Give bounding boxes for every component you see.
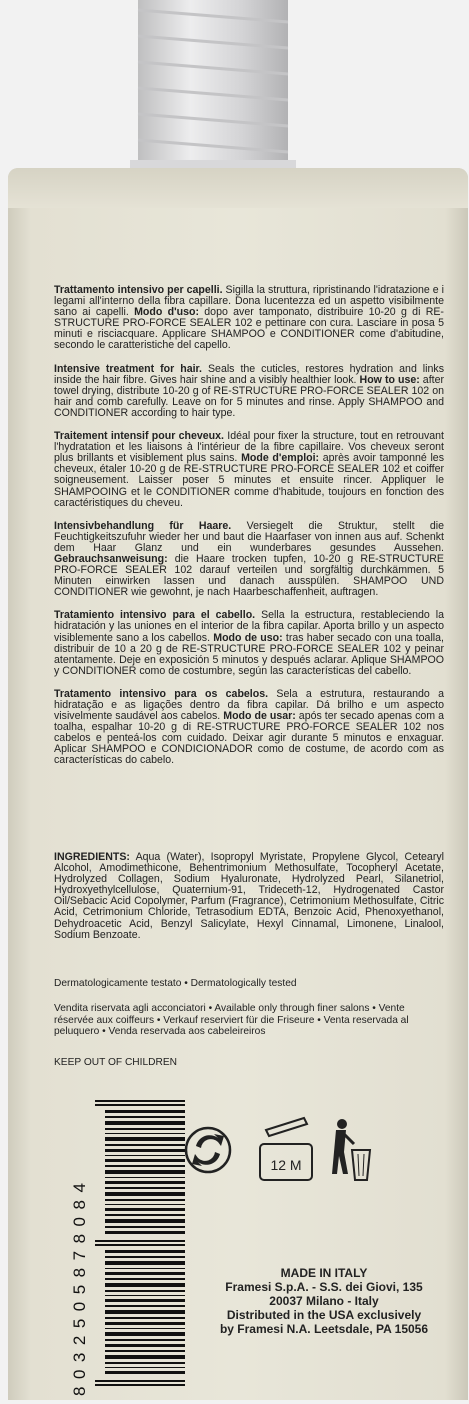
para-rest: após ter secado apenas com a toalha, espalhar 10-20 g di RE-STRUCTURE PRO-FORCE SEALER 102 nos cabelos e penteá-los com cuidado. Deixar agir durante 5 minutos e enxaguar. Aplicar SHAMPOO e CONDICIONADOR como de costume, de acordo com as características do cabelo. xyxy=(54,710,444,767)
para-body: Versiegelt die Struktur, stellt die Feuchtigkeitszufuhr wieder her und baut die Haarfaser von innen aus auf. Schenkt dem Haar Glanz und ein wunderbares gesundes Aussehen. xyxy=(54,519,444,554)
ingredients-block xyxy=(54,852,444,941)
para-body: Sella la estructura, restableciendo la hidratación y las uniones en el interior de la fibra capilar. Aporta brillo y un aspecto visiblemente sano a los cabellos. xyxy=(54,609,445,644)
paragraph-es xyxy=(54,610,444,677)
paragraph-it xyxy=(54,285,444,352)
recycle-icon xyxy=(186,1128,230,1172)
paragraph-en xyxy=(54,364,444,419)
ingredients-text xyxy=(54,852,444,941)
instruction-block xyxy=(54,285,444,779)
para-rest: dopo aver tamponato, distribuire 10-20 g di RE-STRUCTURE PRO-FORCE SEALER 102 e pettinare con cura. Lasciare in posa 5 minuti e risciacquare. Applicare SHAMPOO e CONDITIONER come d'abitudine, secondo le caratteristiche del capello. xyxy=(54,306,444,352)
barcode xyxy=(95,1100,185,1400)
distributor-line: Distributed in the USA exclusively xyxy=(226,1308,422,1322)
para-head: Tratamiento intensivo para el cabello. xyxy=(54,609,256,622)
pao-jar-icon xyxy=(260,1118,312,1180)
address-line: Framesi S.p.A. - S.S. dei Giovi, 135 xyxy=(225,1280,423,1294)
para-head: Tratamento intensivo para os cabelos. xyxy=(54,687,269,700)
made-in-line: MADE IN ITALY xyxy=(280,1266,368,1280)
para-label: Modo d'uso: xyxy=(134,306,199,319)
para-rest: après avoir tamponné les cheveux, étaler 10-20 g de RE-STRUCTURE PRO-FORCE SEALER 102 et coiffer soigneusement. Laisser poser 5 minutes et ensuite rincer. Appliquer le SHAMPOOING et le CONDITIONER comme d'habitude, toujours en fonction des caractéristiques du cheveu. xyxy=(54,452,444,509)
para-label: Gebrauchsanweisung: xyxy=(54,552,168,565)
ingredients-list: Aqua (Water), Isopropyl Myristate, Propylene Glycol, Cetearyl Alcohol, Amodimethicone, Behentrimonium Methosulfate, Tocopheryl Acetate, Hydrolyzed Collagen, Sodium Hyaluronate, Hydrolyzed Pearl, Silanetriol, Hydroxyethylcellulose, Quaternium-91, Trideceth-12, Hydrogenated Castor Oil/Sebacic Acid Copolymer, Parfum (Fragrance), Cetrimonium Methosulfate, Citric Acid, Cetrimonium Chloride, Tetrasodium EDTA, Benzoic Acid, Phenoxyethanol, Dehydroacetic Acid, Benzyl Salicylate, Hexyl Cinnamal, Limonene, Linalool, Sodium Benzoate. xyxy=(54,851,444,941)
para-body: Seals the cuticles, restores hydration and links inside the hair fibre. Gives hair shine and a visibly healthier look. xyxy=(54,362,444,386)
para-head: Traitement intensif pour cheveux. xyxy=(54,430,224,443)
para-body: Sela a estrutura, restaurando a hidratação e as ligações dentro da fibra capilar. Dá brilho e um aspecto visivelmente saudável aos cabelos. xyxy=(54,687,444,723)
warning-line: KEEP OUT OF CHILDREN xyxy=(54,1057,178,1068)
pump-head xyxy=(120,0,305,185)
paragraph-de xyxy=(54,521,444,599)
city-line: 20037 Milano - Italy xyxy=(269,1294,379,1308)
para-label: Mode d'emploi: xyxy=(241,452,320,465)
para-rest: die Haare trocken tupfen, 10-20 g RE-STRUCTURE PRO-FORCE SEALER 102 darauf verteilen und sorgfältig durchkämmen. 5 Minuten einwirken lassen und danach ausspülen. SHAMPOO UND CONDITIONER wie gewohnt, je nach Haarbeschaffenheit, auftragen. xyxy=(54,552,444,599)
bottle-shoulder xyxy=(8,168,468,208)
sales-notice: Vendita riservata agli acconciatori • Available only through finer salons • Vente réservée aux coiffeurs • Verkauf reserviert für die Friseure • Venta reservada al peluquero • Venda reservada aos cabeleireiros xyxy=(54,1003,409,1037)
barcode-digits: 8032505878084 xyxy=(70,1175,89,1396)
para-head: Intensivbehandlung für Haare. xyxy=(54,519,232,532)
para-body: Idéal pour fixer la structure, tout en retrouvant l'hydratation et les liaisons à l'intérieur de la fibre capillaire. Vos cheveux seront plus brillants et visiblement plus sains. xyxy=(54,430,444,465)
para-label: Modo de usar: xyxy=(223,710,296,723)
symbol-row xyxy=(178,1110,378,1190)
para-label: Modo de uso: xyxy=(213,631,283,644)
para-head: Trattamento intensivo per capelli. xyxy=(54,284,223,296)
para-label: How to use: xyxy=(359,373,420,386)
tested-line: Dermatologicamente testato • Dermatologically tested xyxy=(54,978,297,989)
paragraph-fr xyxy=(54,431,444,509)
tidyman-bin-icon xyxy=(332,1119,370,1180)
para-body: Sigilla la struttura, ripristinando l'idratazione e i legami all'interno della fibra capillare. Dona lucentezza ed un aspetto visibilmente sano ai capelli. xyxy=(54,284,444,319)
para-head: Intensive treatment for hair. xyxy=(54,362,203,375)
paragraph-pt xyxy=(54,689,444,767)
svg-text:12 M: 12 M xyxy=(270,1157,302,1173)
ingredients-label: INGREDIENTS: xyxy=(54,851,130,863)
para-rest: after towel drying, distribute 10-20 g of RE-STRUCTURE PRO-FORCE SEALER 102 on hair and comb carefully. Leave on for 5 minutes and rinse. Apply SHAMPOO and CONDITIONER according to hair type. xyxy=(54,373,444,419)
para-rest: tras haber secado con una toalla, distribuir de 10 a 20 g de RE-STRUCTURE PRO-FORCE SEALER 102 y peinar atentamente. Deje en exposición 5 minutos y después aclarar. Aplique SHAMPOO y CONDITIONER como de costumbre, según las características del cabello. xyxy=(54,631,444,677)
distributor-address-line: by Framesi N.A. Leetsdale, PA 15056 xyxy=(219,1322,429,1336)
manufacturer-info xyxy=(204,1266,444,1336)
